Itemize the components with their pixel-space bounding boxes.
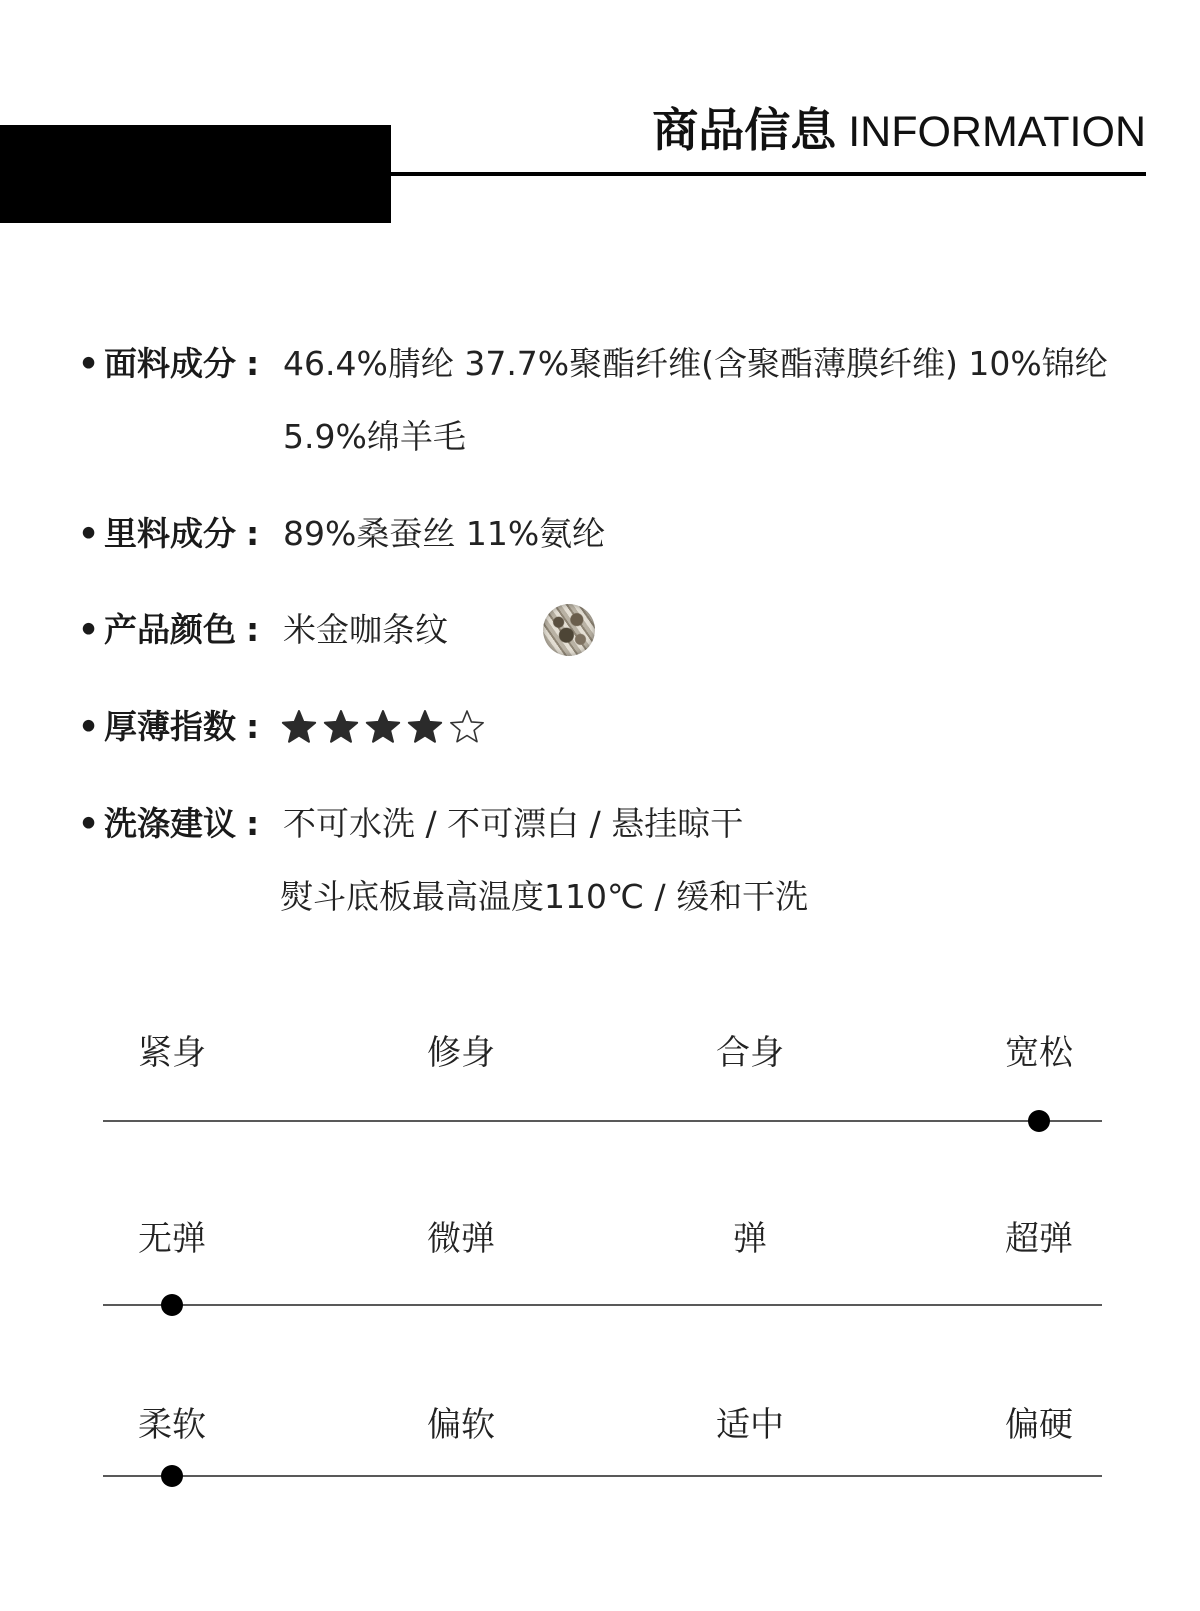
fabric-value: 46.4%腈纶 37.7%聚酯纤维(含聚酯薄膜纤维) 10%锦纶 <box>283 344 1108 383</box>
scale-label: 偏硬 <box>1005 1405 1073 1445</box>
color-label: 产品颜色 <box>104 610 236 649</box>
star-icon <box>407 709 443 745</box>
scale-label: 柔软 <box>138 1405 206 1445</box>
color-value: 米金咖条纹 <box>283 610 448 649</box>
scale-label: 超弹 <box>1005 1219 1073 1259</box>
scale-label: 适中 <box>716 1405 784 1445</box>
star-icon <box>281 709 317 745</box>
scale-label: 偏软 <box>427 1405 495 1445</box>
scale-label: 宽松 <box>1005 1033 1073 1073</box>
colon: : <box>246 804 260 843</box>
colon: : <box>246 610 260 649</box>
bullet: • <box>78 707 100 746</box>
washing-value: 不可水洗 / 不可漂白 / 悬挂晾干 <box>283 804 744 843</box>
page-title-cn: 商品信息 <box>652 103 837 157</box>
lining-value: 89%桑蚕丝 11%氨纶 <box>283 514 606 553</box>
fabric-swatch-icon <box>543 604 595 656</box>
washing-label: 洗涤建议 <box>104 804 236 843</box>
softness-scale-track <box>0 1461 1200 1491</box>
colon: : <box>246 344 260 383</box>
page-title-en: INFORMATION <box>848 108 1146 156</box>
scale-marker <box>161 1294 183 1316</box>
thickness-label: 厚薄指数 <box>104 707 236 746</box>
scale-label: 无弹 <box>138 1219 206 1259</box>
bullet: • <box>78 514 100 553</box>
lining-label: 里料成分 <box>104 514 236 553</box>
bullet: • <box>78 344 100 383</box>
star-icon <box>365 709 401 745</box>
scale-marker <box>161 1465 183 1487</box>
scale-label: 修身 <box>427 1033 495 1073</box>
colon: : <box>246 707 260 746</box>
scale-label: 弹 <box>733 1219 767 1259</box>
scale-label: 紧身 <box>138 1033 206 1073</box>
scale-marker <box>1028 1110 1050 1132</box>
washing-value-continued: 熨斗底板最高温度110℃ / 缓和干洗 <box>280 877 809 916</box>
bullet: • <box>78 610 100 649</box>
page-title <box>652 100 1146 160</box>
bullet: • <box>78 804 100 843</box>
elasticity-scale-track <box>0 1290 1200 1320</box>
star-icon <box>449 709 485 745</box>
header-divider-line <box>391 172 1146 176</box>
fabric-label: 面料成分 <box>104 344 236 383</box>
scale-label: 微弹 <box>427 1219 495 1259</box>
header-black-bar <box>0 125 391 223</box>
scale-label: 合身 <box>716 1033 784 1073</box>
fabric-value-continued: 5.9%绵羊毛 <box>283 417 466 456</box>
fit-scale-track <box>0 1106 1200 1136</box>
colon: : <box>246 514 260 553</box>
star-icon <box>323 709 359 745</box>
